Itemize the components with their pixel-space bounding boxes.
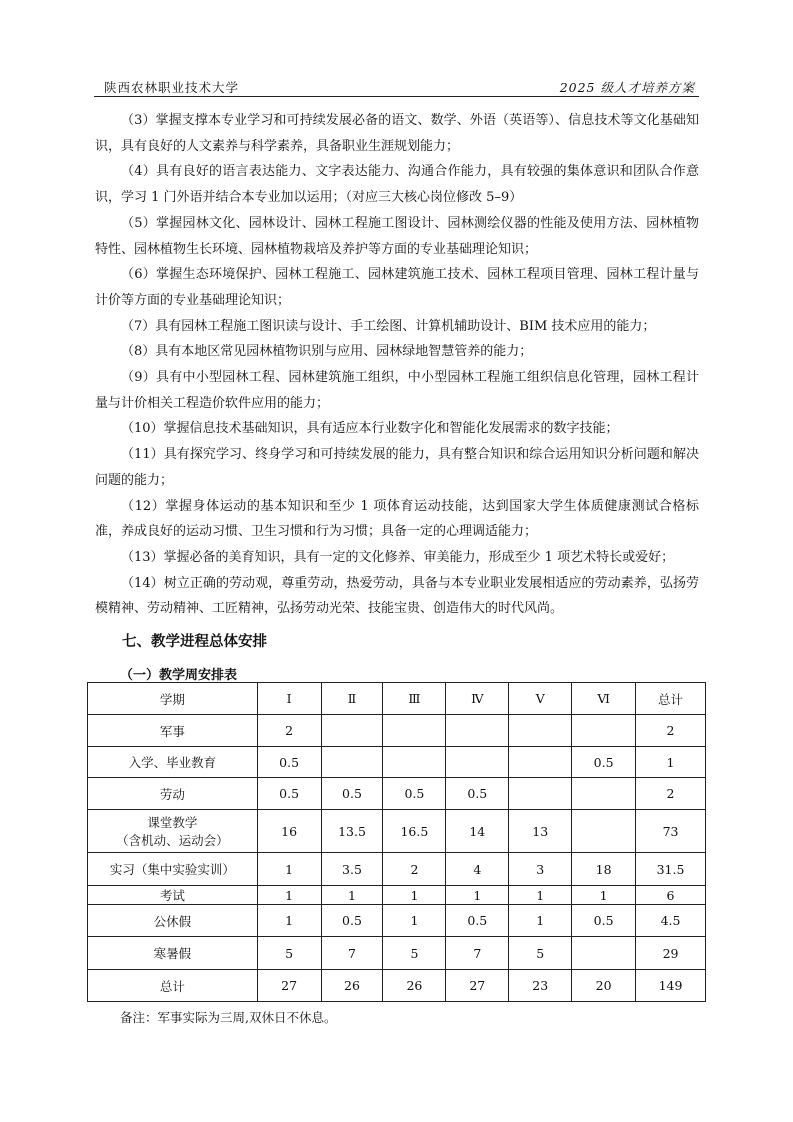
table-cell xyxy=(572,715,636,747)
table-cell: 149 xyxy=(636,970,706,1002)
paragraph: （10）掌握信息技术基础知识，具有适应本行业数字化和智能化发展需求的数字技能； xyxy=(121,421,619,437)
paragraph: （6）掌握生态环境保护、园林工程施工、园林建筑施工技术、园林工程项目管理、园林工程计量与计价等方面的专业基础理论知识； xyxy=(95,267,699,308)
table-cell: 27 xyxy=(257,970,321,1002)
table-cell: 13 xyxy=(509,810,572,853)
paragraph: （9）具有中小型园林工程、园林建筑施工组织，中小型园林工程施工组织信息化管理，园林工程计量与计价相关工程造价软件应用的能力； xyxy=(95,370,699,411)
table-cell: 0.5 xyxy=(572,905,636,937)
row-label: 总计 xyxy=(88,970,258,1002)
table-cell xyxy=(446,747,509,778)
table-cell: 2 xyxy=(257,715,321,747)
table-cell xyxy=(509,747,572,778)
table-cell: 1 xyxy=(321,886,383,905)
row-label xyxy=(88,810,258,853)
table-row xyxy=(88,715,706,747)
table-cell: 26 xyxy=(383,970,446,1002)
teaching-week-table xyxy=(87,682,706,1002)
table-cell: 23 xyxy=(509,970,572,1002)
table-cell xyxy=(572,810,636,853)
table-cell: 1 xyxy=(257,853,321,886)
table-cell: 1 xyxy=(383,905,446,937)
table-cell xyxy=(509,778,572,810)
table-cell xyxy=(572,937,636,970)
table-cell xyxy=(383,715,446,747)
table-cell: 0.5 xyxy=(257,778,321,810)
column-header: 总计 xyxy=(636,683,706,715)
table-cell: 20 xyxy=(572,970,636,1002)
table-cell: 27 xyxy=(446,970,509,1002)
row-label: 公休假 xyxy=(88,905,258,937)
column-header: 学期 xyxy=(88,683,258,715)
table-cell: 1 xyxy=(509,905,572,937)
paragraph: （4）具有良好的语言表达能力、文字表达能力、沟通合作能力，具有较强的集体意识和团队合作意识，学习 1 门外语并结合本专业加以运用；（对应三大核心岗位修改 5–9） xyxy=(95,164,699,206)
row-label: 寒暑假 xyxy=(88,937,258,970)
table-cell xyxy=(572,778,636,810)
table-cell: 0.5 xyxy=(257,747,321,778)
table-total-row xyxy=(88,970,706,1002)
table-cell: 5 xyxy=(257,937,321,970)
table-cell: 7 xyxy=(321,937,383,970)
table-cell: 1 xyxy=(509,886,572,905)
table-cell: 1 xyxy=(572,886,636,905)
table-cell xyxy=(321,747,383,778)
table-cell: 0.5 xyxy=(321,778,383,810)
table-row xyxy=(88,937,706,970)
row-label: 劳动 xyxy=(88,778,258,810)
row-label: 实习（集中实验实训） xyxy=(88,853,258,886)
table-cell: 1 xyxy=(636,747,706,778)
paragraph: （5）掌握园林文化、园林设计、园林工程施工图设计、园林测绘仪器的性能及使用方法、园林植物特性、园林植物生长环境、园林植物栽培及养护等方面的专业基础理论知识； xyxy=(95,215,699,257)
table-cell xyxy=(446,715,509,747)
table-cell: 26 xyxy=(321,970,383,1002)
table-cell: 0.5 xyxy=(446,905,509,937)
table-header-row xyxy=(88,683,706,715)
row-label: 考试 xyxy=(88,886,258,905)
row-label-line: （含机动、运动会） xyxy=(116,833,229,848)
table-cell: 5 xyxy=(509,937,572,970)
table-cell: 6 xyxy=(636,886,706,905)
table-cell: 2 xyxy=(636,715,706,747)
table-cell: 3.5 xyxy=(321,853,383,886)
table-cell xyxy=(509,715,572,747)
paragraph: （13）掌握必备的美育知识，具有一定的文化修养、审美能力，形成至少 1 项艺术特长或爱好； xyxy=(121,549,675,565)
table-note: 备注：军事实际为三周,双休日不休息。 xyxy=(120,1010,337,1025)
page-header xyxy=(94,76,699,97)
table-row xyxy=(88,905,706,937)
table-row xyxy=(88,778,706,810)
table-cell: 16.5 xyxy=(383,810,446,853)
table-row xyxy=(88,853,706,886)
table-cell: 5 xyxy=(383,937,446,970)
table-cell: 2 xyxy=(636,778,706,810)
table-cell: 3 xyxy=(509,853,572,886)
table-cell: 0.5 xyxy=(446,778,509,810)
table-cell: 1 xyxy=(257,905,321,937)
column-header: Ⅱ xyxy=(321,683,383,715)
requirements-list xyxy=(95,108,699,622)
table-cell: 16 xyxy=(257,810,321,853)
paragraph: （7）具有园林工程施工图识读与设计、手工绘图、计算机辅助设计、BIM 技术应用的能力； xyxy=(121,318,656,334)
row-label-line: 课堂教学 xyxy=(147,815,198,830)
table-cell: 4.5 xyxy=(636,905,706,937)
table-row xyxy=(88,747,706,778)
column-header: Ⅲ xyxy=(383,683,446,715)
paragraph: （11）具有探究学习、终身学习和可持续发展的能力，具有整合知识和综合运用知识分析问题和解决问题的能力； xyxy=(95,447,699,488)
table-cell: 18 xyxy=(572,853,636,886)
column-header: Ⅰ xyxy=(257,683,321,715)
table-cell: 29 xyxy=(636,937,706,970)
paragraph: （8）具有本地区常见园林植物识别与应用、园林绿地智慧管养的能力； xyxy=(121,344,533,360)
table-cell: 0.5 xyxy=(383,778,446,810)
row-label: 军事 xyxy=(88,715,258,747)
row-label: 入学、毕业教育 xyxy=(88,747,258,778)
table-row xyxy=(88,886,706,905)
table-cell: 31.5 xyxy=(636,853,706,886)
table-cell xyxy=(383,747,446,778)
header-doc-title: 2025 级人才培养方案 xyxy=(559,80,695,95)
section-title: 七、教学进程总体安排 xyxy=(122,634,267,650)
table-cell: 7 xyxy=(446,937,509,970)
table-cell: 1 xyxy=(383,886,446,905)
paragraph: （3）掌握支撑本专业学习和可持续发展必备的语文、数学、外语（英语等）、信息技术等文化基础知识，具有良好的人文素养与科学素养，具备职业生涯规划能力； xyxy=(95,113,699,154)
table-cell: 4 xyxy=(446,853,509,886)
table-cell: 1 xyxy=(257,886,321,905)
table-cell: 0.5 xyxy=(321,905,383,937)
table-cell: 1 xyxy=(446,886,509,905)
header-school-name: 陕西农林职业技术大学 xyxy=(104,80,240,95)
table-row xyxy=(88,810,706,853)
table-cell: 73 xyxy=(636,810,706,853)
table-cell: 14 xyxy=(446,810,509,853)
table-cell: 0.5 xyxy=(572,747,636,778)
table-cell: 2 xyxy=(383,853,446,886)
column-header: Ⅳ xyxy=(446,683,509,715)
paragraph: （12）掌握身体运动的基本知识和至少 1 项体育运动技能，达到国家大学生体质健康测试合格标准，养成良好的运动习惯、卫生习惯和行为习惯；具备一定的心理调适能力； xyxy=(95,498,699,540)
column-header: Ⅵ xyxy=(572,683,636,715)
subsection-title: （一）教学周安排表 xyxy=(120,668,238,683)
paragraph: （14）树立正确的劳动观，尊重劳动，热爱劳动，具备与本专业职业发展相适应的劳动素养，弘扬劳模精神、劳动精神、工匠精神，弘扬劳动光荣、技能宝贵、创造伟大的时代风尚。 xyxy=(95,575,699,617)
table-cell: 13.5 xyxy=(321,810,383,853)
table-cell xyxy=(321,715,383,747)
column-header: Ⅴ xyxy=(509,683,572,715)
